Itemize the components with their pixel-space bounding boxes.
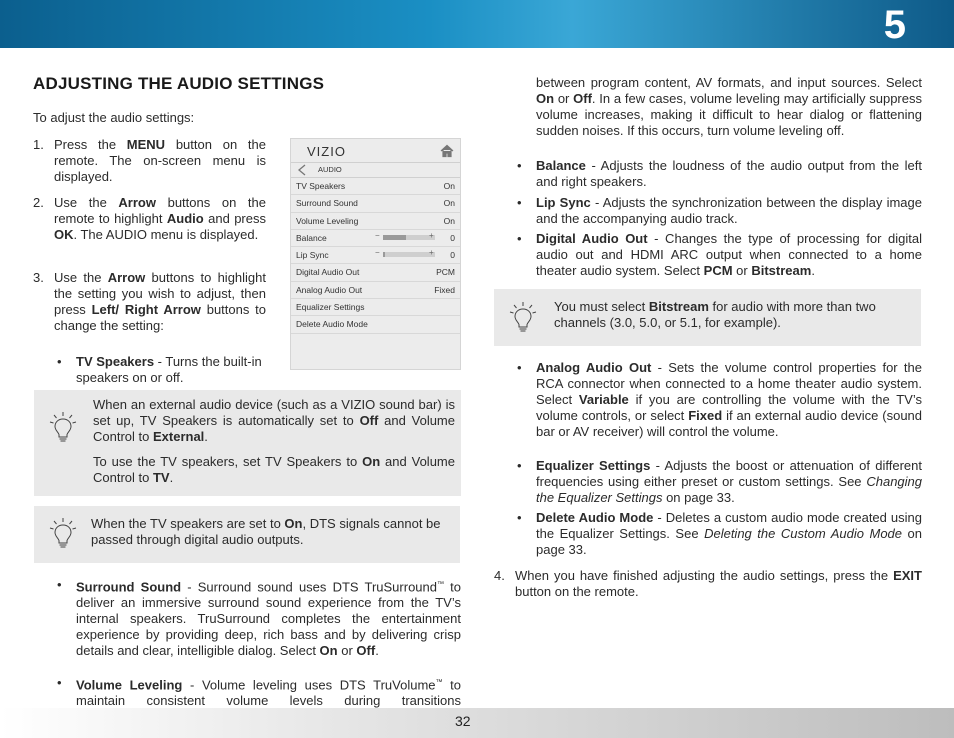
page-number: 32 bbox=[455, 713, 471, 729]
footer-bar bbox=[0, 708, 954, 738]
note-box bbox=[34, 506, 460, 563]
bullet-analog-audio-out: Analog Audio Out - Sets the volume control properties for the RCA connector when connected to a home theater audio system. Select Variable if you are controlling the volume with the TV’s volume controls, or select Fixed if an external audio device (sound bar or AV receiver) will control the volume. bbox=[536, 360, 923, 439]
step-2-text: Use the Arrow buttons on the remote to highlight Audio and press OK. The AUDIO menu is displayed. bbox=[54, 195, 266, 242]
menu-row-value: On bbox=[443, 181, 455, 191]
lightbulb-icon bbox=[508, 300, 538, 334]
bullet-surround-sound: Surround Sound - Surround sound uses DTS TruSurround™ to deliver an immersive surround sound experience from the TV’s internal speakers. TruSurround completes the entertainment experience by providing deep, rich bass and by delivering crisp details and clear, intelligible dialog. Select On or Off. bbox=[76, 579, 461, 659]
menu-row-label: Equalizer Settings bbox=[296, 302, 365, 313]
bullet-delete-audio-mode: Delete Audio Mode - Deletes a custom audio mode created using the Equalizer Settings. See Deleting the Custom Audio Mode on page 33. bbox=[536, 510, 923, 557]
menu-row-label: Balance bbox=[296, 232, 327, 243]
bullet-symbol: • bbox=[517, 458, 522, 473]
bullet-balance: Balance - Adjusts the loudness of the audio output from the left and right speakers. bbox=[536, 158, 922, 189]
slider-fill bbox=[383, 235, 406, 240]
note-tv-speakers: To use the TV speakers, set TV Speakers to On and Volume Control to TV. bbox=[93, 454, 455, 485]
bullet-equalizer-settings: Equalizer Settings - Adjusts the boost or attenuation of different frequencies using either preset or custom settings. See Changing the Equalizer Settings on page 33. bbox=[536, 458, 922, 505]
step-number: 2. bbox=[33, 195, 44, 210]
bullet-symbol: • bbox=[517, 158, 522, 173]
menu-row-value: On bbox=[443, 215, 455, 226]
note-bitstream: You must select Bitstream for audio with more than two channels (3.0, 5.0, or 5.1, for example). bbox=[554, 299, 876, 330]
menu-row-value: On bbox=[443, 198, 455, 209]
note-dts-signals: When the TV speakers are set to On, DTS signals cannot be passed through digital audio outputs. bbox=[91, 516, 441, 547]
intro-text: To adjust the audio settings: bbox=[33, 110, 195, 125]
menu-row-value: Fixed bbox=[434, 284, 455, 295]
menu-header bbox=[291, 162, 460, 178]
bullet-symbol: • bbox=[517, 195, 522, 210]
menu-row-value: 0 bbox=[450, 250, 455, 261]
step-1-text: Press the MENU button on the remote. The on-screen menu is displayed. bbox=[54, 137, 266, 184]
menu-row-label: Delete Audio Mode bbox=[296, 319, 368, 330]
menu-row bbox=[291, 247, 460, 264]
menu-row-label: Analog Audio Out bbox=[296, 284, 363, 295]
bullet-tv-speakers: TV Speakers - Turns the built-in speakers on or off. bbox=[76, 354, 262, 385]
step-4-text: When you have finished adjusting the audio settings, press the EXIT button on the remote. bbox=[515, 568, 922, 599]
bullet-volume-leveling: Volume Leveling - Volume leveling uses DTS TruVolume™ to maintain consistent volume levels during transitions bbox=[76, 677, 461, 709]
menu-row-label: Surround Sound bbox=[296, 198, 358, 209]
menu-header-label: AUDIO bbox=[318, 165, 342, 174]
bullet-symbol: • bbox=[517, 231, 522, 246]
lip-sync-slider bbox=[383, 252, 435, 257]
bullet-digital-audio-out: Digital Audio Out - Changes the type of processing for digital audio out and HDMI ARC output when connected to a home theater audio system. Select PCM or Bitstream. bbox=[536, 231, 922, 278]
lightbulb-icon bbox=[48, 410, 78, 444]
slider-plus-icon: + bbox=[429, 230, 434, 240]
menu-row-label: Lip Sync bbox=[296, 250, 329, 261]
bullet-symbol: • bbox=[57, 577, 62, 592]
slider-minus-icon: − bbox=[375, 230, 380, 240]
menu-row bbox=[291, 230, 460, 247]
bullet-symbol: • bbox=[517, 510, 522, 525]
menu-row-value: PCM bbox=[436, 267, 455, 278]
menu-row bbox=[291, 195, 460, 212]
menu-rows bbox=[291, 178, 460, 334]
step-number: 4. bbox=[494, 568, 505, 583]
back-arrow-icon bbox=[297, 164, 307, 176]
step-number: 1. bbox=[33, 137, 44, 152]
note-external-audio: When an external audio device (such as a VIZIO sound bar) is set up, TV Speakers is automatically set to Off and Volume Control to External. bbox=[93, 397, 455, 444]
menu-row bbox=[291, 299, 460, 316]
step-3-text: Use the Arrow buttons to highlight the setting you wish to adjust, then press Left/ Right Arrow buttons to change the setting: bbox=[54, 270, 267, 333]
menu-row-value: 0 bbox=[450, 232, 455, 243]
menu-row-label: Volume Leveling bbox=[296, 215, 359, 226]
chapter-header-bar bbox=[0, 0, 954, 48]
bullet-symbol: • bbox=[517, 360, 522, 375]
menu-row bbox=[291, 316, 460, 333]
step-number: 3. bbox=[33, 270, 44, 285]
slider-plus-icon: + bbox=[429, 248, 434, 258]
bullet-symbol: • bbox=[57, 675, 62, 690]
home-icon bbox=[438, 142, 456, 160]
tv-audio-menu-screenshot bbox=[290, 138, 461, 370]
menu-row bbox=[291, 264, 460, 281]
volume-leveling-continued: between program content, AV formats, and input sources. Select On or Off. In a few cases, volume leveling may artificially suppress volume increases, making it difficult to hear dialog or flattening sudden noises. If this occurs, turn volume leveling off. bbox=[536, 75, 922, 138]
slider-minus-icon: − bbox=[375, 248, 380, 258]
slider-fill bbox=[383, 252, 385, 257]
menu-row bbox=[291, 282, 460, 299]
menu-row bbox=[291, 178, 460, 195]
menu-row-label: Digital Audio Out bbox=[296, 267, 360, 278]
lightbulb-icon bbox=[48, 516, 78, 550]
menu-row-label: TV Speakers bbox=[296, 181, 346, 191]
note-box bbox=[34, 390, 461, 496]
chapter-number: 5 bbox=[883, 3, 906, 47]
vizio-logo: VIZIO bbox=[307, 144, 346, 159]
note-box bbox=[494, 289, 921, 346]
section-title: ADJUSTING THE AUDIO SETTINGS bbox=[33, 74, 325, 93]
menu-row bbox=[291, 213, 460, 230]
balance-slider bbox=[383, 235, 435, 240]
bullet-lip-sync: Lip Sync - Adjusts the synchronization between the display image and the accompanying audio track. bbox=[536, 195, 922, 226]
bullet-symbol: • bbox=[57, 354, 62, 369]
